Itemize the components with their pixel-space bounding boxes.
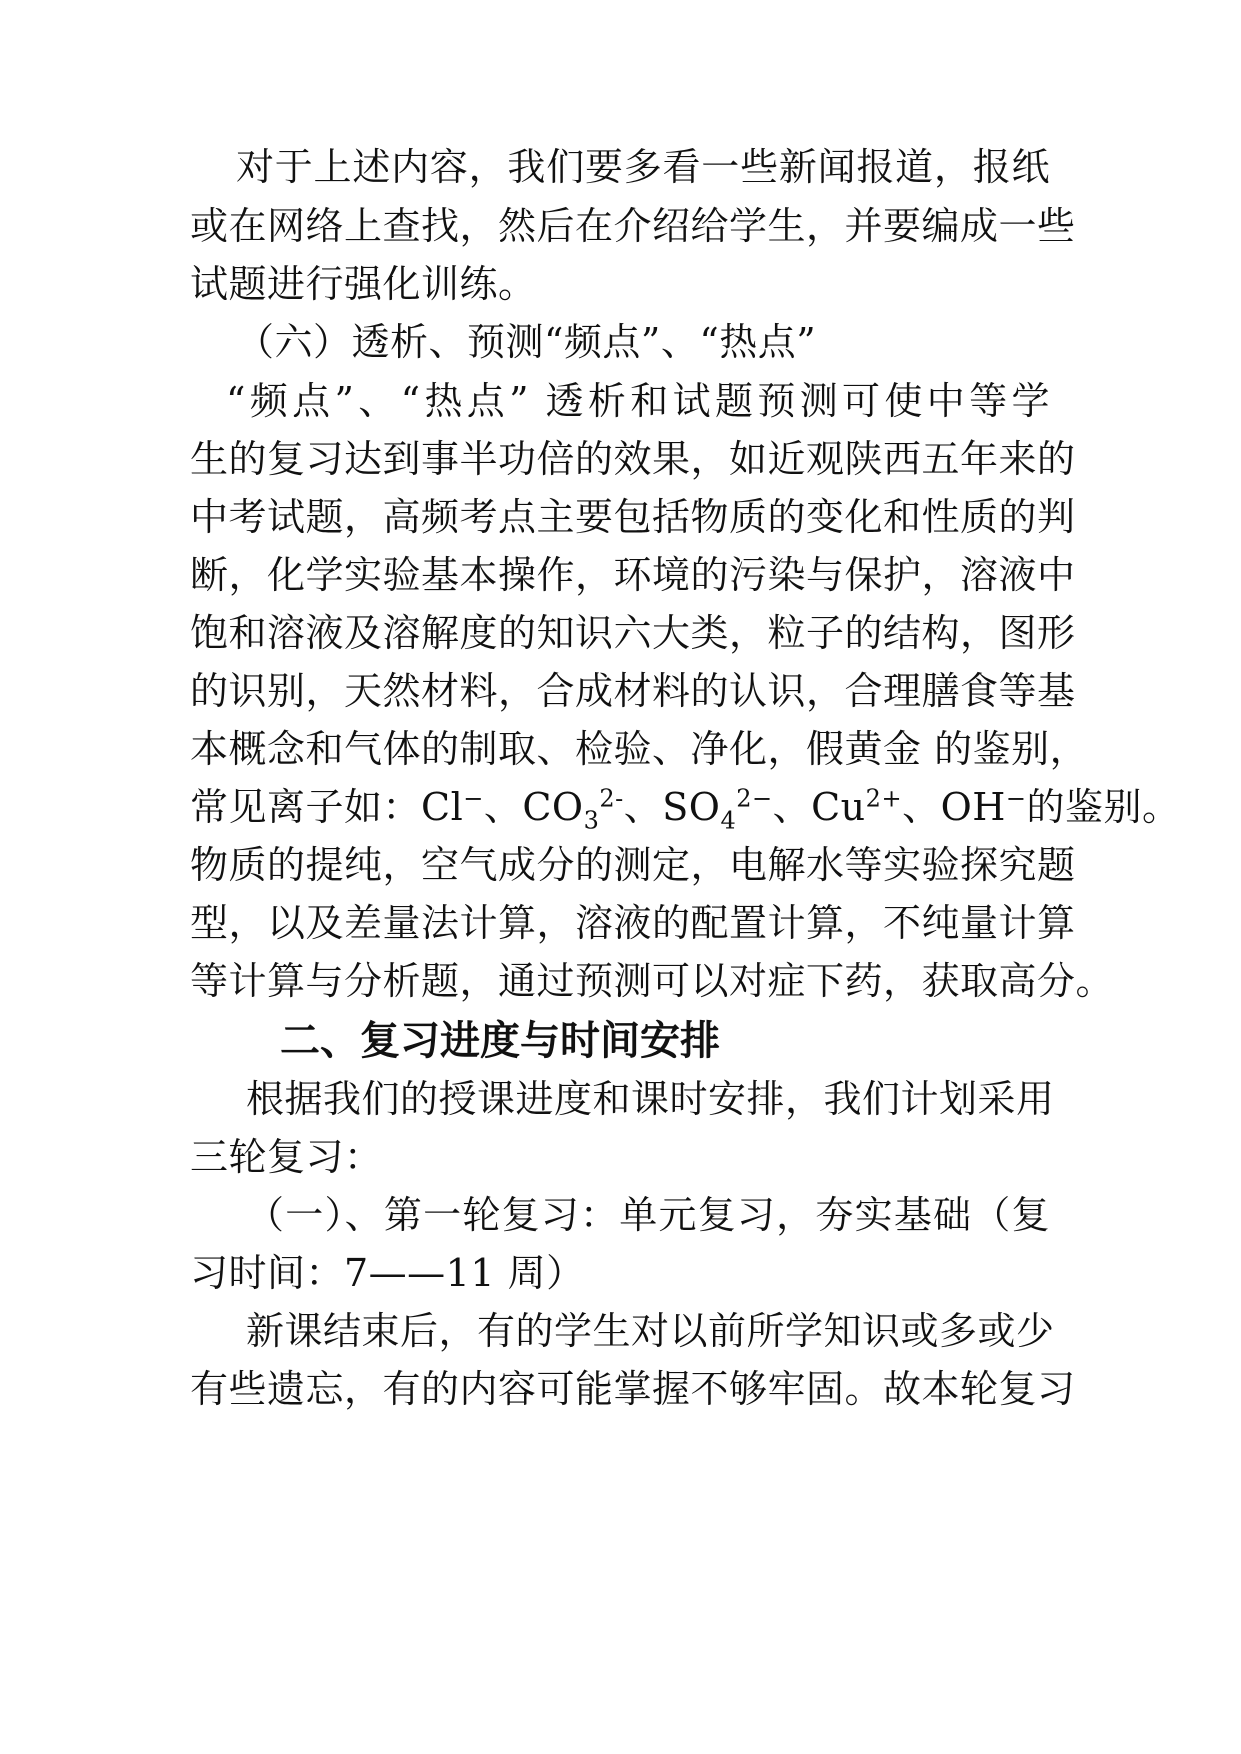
round1-title-line1: （一）、第一轮复习：单元复习，夯实基础（复	[246, 1193, 1050, 1237]
para2-line4: 断，化学实验基本操作，环境的污染与保护，溶液中	[190, 553, 1076, 597]
ions-sep4: 、OH	[902, 785, 1006, 829]
para2-line7: 本概念和气体的制取、检验、净化，假黄金 的鉴别，	[190, 727, 1089, 771]
so-charge: 2−	[736, 784, 773, 813]
cl-charge: −	[463, 784, 484, 813]
para2-line8-ions	[190, 782, 1181, 835]
cu-charge: 2+	[865, 784, 903, 813]
para3-line1: 根据我们的授课进度和课时安排，我们计划采用	[246, 1077, 1055, 1121]
para2-line5: 饱和溶液及溶解度的知识六大类，粒子的结构，图形	[190, 611, 1076, 655]
oh-charge: −	[1005, 784, 1027, 813]
para2-line2: 生的复习达到事半功倍的效果，如近观陕西五年来的	[190, 437, 1076, 481]
para1-line3: 试题进行强化训练。	[190, 262, 537, 306]
para2-line1: “频点”、“热点” 透析和试题预测可使中等学	[226, 379, 1050, 423]
ions-sep1: 、CO	[483, 785, 584, 829]
co-subscript: 3	[583, 806, 600, 835]
para2-line10: 型，以及差量法计算，溶液的配置计算，不纯量计算	[190, 901, 1076, 945]
para4-line1: 新课结束后，有的学生对以前所学知识或多或少	[246, 1309, 1055, 1353]
co-charge: 2-	[599, 784, 624, 813]
section-heading: 二、复习进度与时间安排	[280, 1018, 720, 1064]
para2-line3: 中考试题，高频考点主要包括物质的变化和性质的判	[190, 495, 1076, 539]
para2-line9: 物质的提纯，空气成分的测定，电解水等实验探究题	[190, 843, 1076, 887]
ions-prefix: 常见离子如：Cl	[190, 785, 464, 829]
para3-line2: 三轮复习：	[190, 1135, 383, 1179]
para1-line1: 对于上述内容，我们要多看一些新闻报道，报纸	[236, 145, 1050, 189]
para2-line11: 等计算与分析题，通过预测可以对症下药，获取高分。	[190, 959, 1115, 1003]
so-subscript: 4	[720, 806, 737, 835]
ions-sep3: 、Cu	[772, 785, 866, 829]
para4-line2: 有些遗忘，有的内容可能掌握不够牢固。故本轮复习	[190, 1367, 1076, 1411]
section6-title: （六）透析、预测“频点”、“热点”	[236, 320, 817, 364]
ions-sep2: 、SO	[623, 785, 721, 829]
para2-line6: 的识别，天然材料，合成材料的认识，合理膳食等基	[190, 669, 1076, 713]
round1-title-line2: 习时间：7——11 周）	[190, 1251, 585, 1295]
ions-suffix: 的鉴别。	[1026, 785, 1181, 829]
para1-line2: 或在网络上查找，然后在介绍给学生，并要编成一些	[190, 204, 1076, 248]
